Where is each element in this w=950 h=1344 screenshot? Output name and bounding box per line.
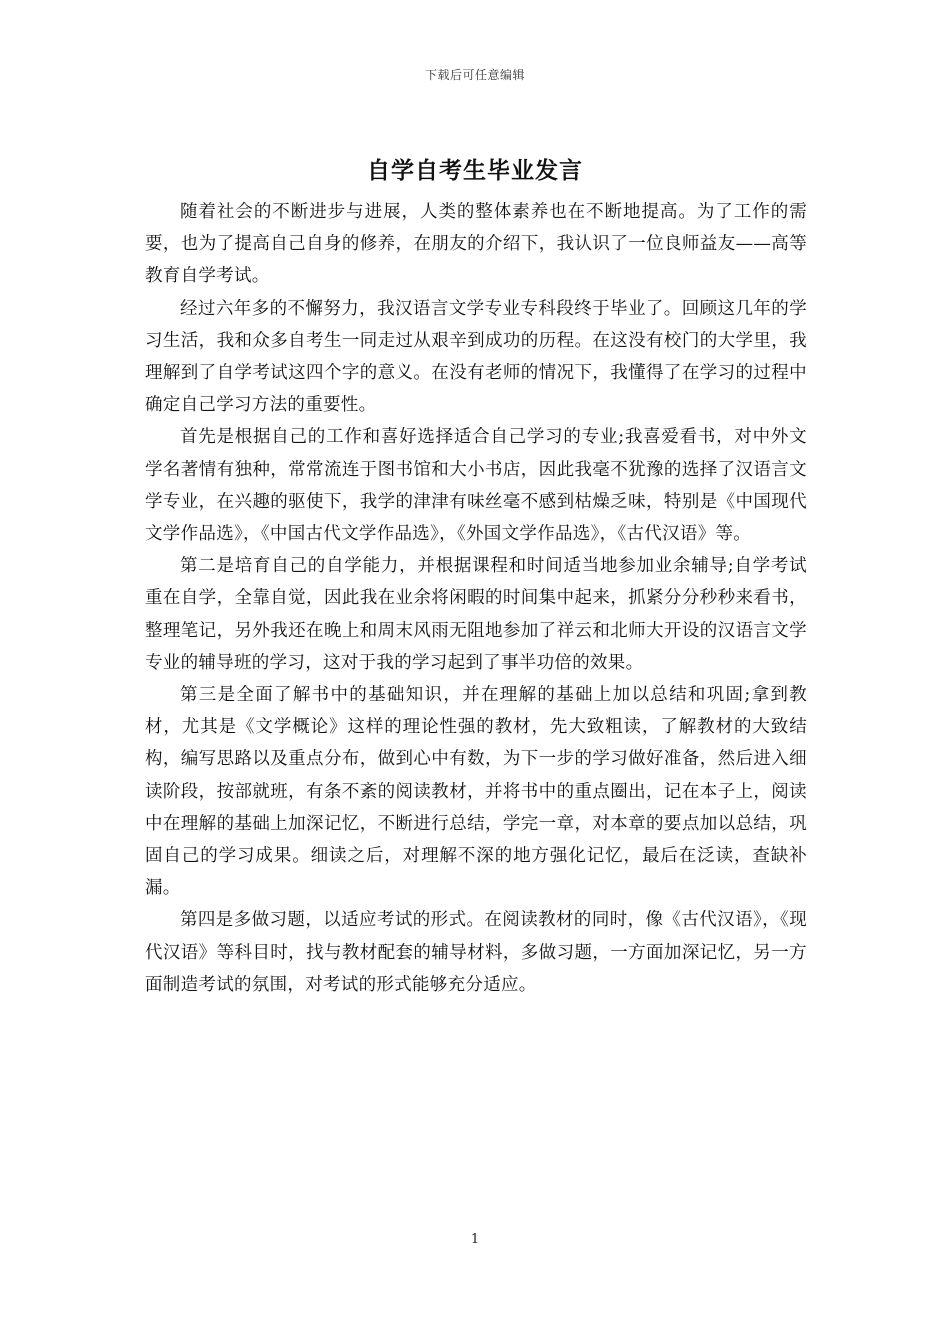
paragraph-4: 第二是培育自己的自学能力，并根据课程和时间适当地参加业余辅导;自学考试重在自学，全靠自觉，因此我在业余将闲暇的时间集中起来，抓紧分分秒秒来看书，整理笔记，另外我还在晚上和周末风雨无阻地参加了祥云和北师大开设的汉语言文学专业的辅导班的学习，这对于我的学习起到了事半功倍的效果。 [145, 556, 807, 673]
page-number: 1 [470, 1232, 480, 1247]
paragraph-3: 首先是根据自己的工作和喜好选择适合自己学习的专业;我喜爱看书，对中外文学名著情有独种，常常流连于图书馆和大小书店，因此我毫不犹豫的选择了汉语言文学专业，在兴趣的驱使下，我学的津津有味丝毫不感到枯燥乏味，特别是《中国现代文学作品选》，《中国古代文学作品选》，《外国文学作品选》，《古代汉语》等。 [145, 427, 807, 545]
page-header-note: 下载后可任意编辑 [424, 68, 525, 82]
paragraph-5: 第三是全面了解书中的基础知识，并在理解的基础上加以总结和巩固;拿到教材，尤其是《文学概论》这样的理论性强的教材，先大致粗读，了解教材的大致结构，编写思路以及重点分布，做到心中有数，为下一步的学习做好准备，然后进入细读阶段，按部就班，有条不紊的阅读教材，并将书中的重点圈出，记在本子上，阅读中在理解的基础上加深记忆，不断进行总结，学完一章，对本章的要点加以总结，巩固自己的学习成果。细读之后，对理解不深的地方强化记忆，最后在泛读，查缺补漏。 [145, 685, 807, 899]
document-body [145, 196, 807, 1001]
paragraph-2: 经过六年多的不懈努力，我汉语言文学专业专科段终于毕业了。回顾这几年的学习生活，我和众多自考生一同走过从艰辛到成功的历程。在这没有校门的大学里，我理解到了自学考试这四个字的意义。在没有老师的情况下，我懂得了在学习的过程中确定自己学习方法的重要性。 [145, 298, 807, 416]
paragraph-6: 第四是多做习题，以适应考试的形式。在阅读教材的同时，像《古代汉语》，《现代汉语》等科目时，找与教材配套的辅导材料，多做习题，一方面加深记忆，另一方面制造考试的氛围，对考试的形式能够充分适应。 [145, 910, 807, 995]
paragraph-1: 随着社会的不断进步与进展，人类的整体素养也在不断地提高。为了工作的需要，也为了提高自己自身的修养，在朋友的介绍下，我认识了一位良师益友——高等教育自学考试。 [145, 202, 807, 287]
document-title: 自学自考生毕业发言 [367, 158, 583, 184]
